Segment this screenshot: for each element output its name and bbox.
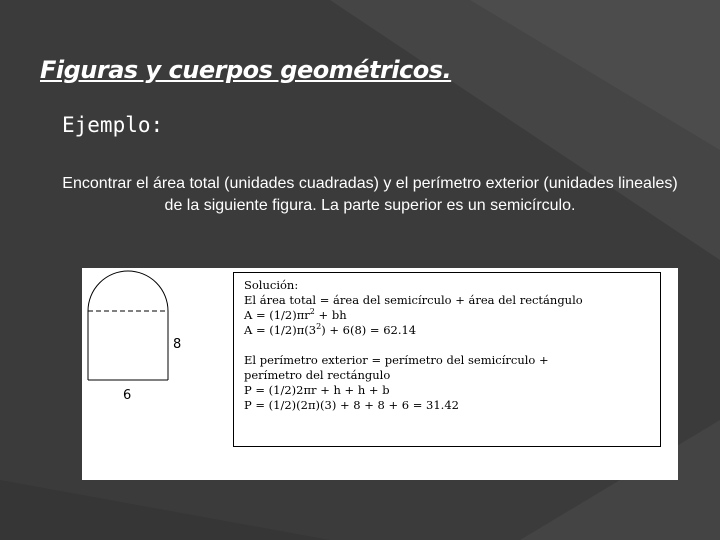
perimeter-statement-continued: perímetro del rectángulo — [244, 368, 391, 382]
perimeter-statement: El perímetro exterior = perímetro del semicírculo + — [244, 353, 549, 367]
area-result: $A = (1/2)\pi(3^2) + 6(8) = 62.14$ — [244, 322, 417, 337]
height-label: 8 — [173, 337, 182, 352]
solution-box — [233, 272, 661, 447]
example-heading: Ejemplo: — [62, 113, 164, 137]
area-statement: El área total = área del semicírculo + área del rectángulo — [244, 293, 583, 307]
figure-panel — [82, 268, 678, 480]
problem-statement: Encontrar el área total (unidades cuadradas) y el perímetro exterior (unidades lineales) de la siguiente figura. La parte superior es un semicírculo. — [62, 175, 678, 214]
area-formula: $A = (1/2)\pi r^2$ + bh — [244, 307, 347, 322]
slide-title: Figuras y cuerpos geométricos. — [40, 56, 452, 84]
semicircle-outline — [88, 271, 168, 311]
solution-heading: Solución: — [244, 278, 299, 292]
perimeter-formula: P = (1/2)2πr + h + h + b — [244, 383, 390, 397]
perimeter-result: P = (1/2)(2π)(3) + 8 + 8 + 6 = 31.42 — [244, 398, 459, 412]
shape-diagram — [82, 268, 232, 480]
width-label: 6 — [123, 388, 132, 403]
